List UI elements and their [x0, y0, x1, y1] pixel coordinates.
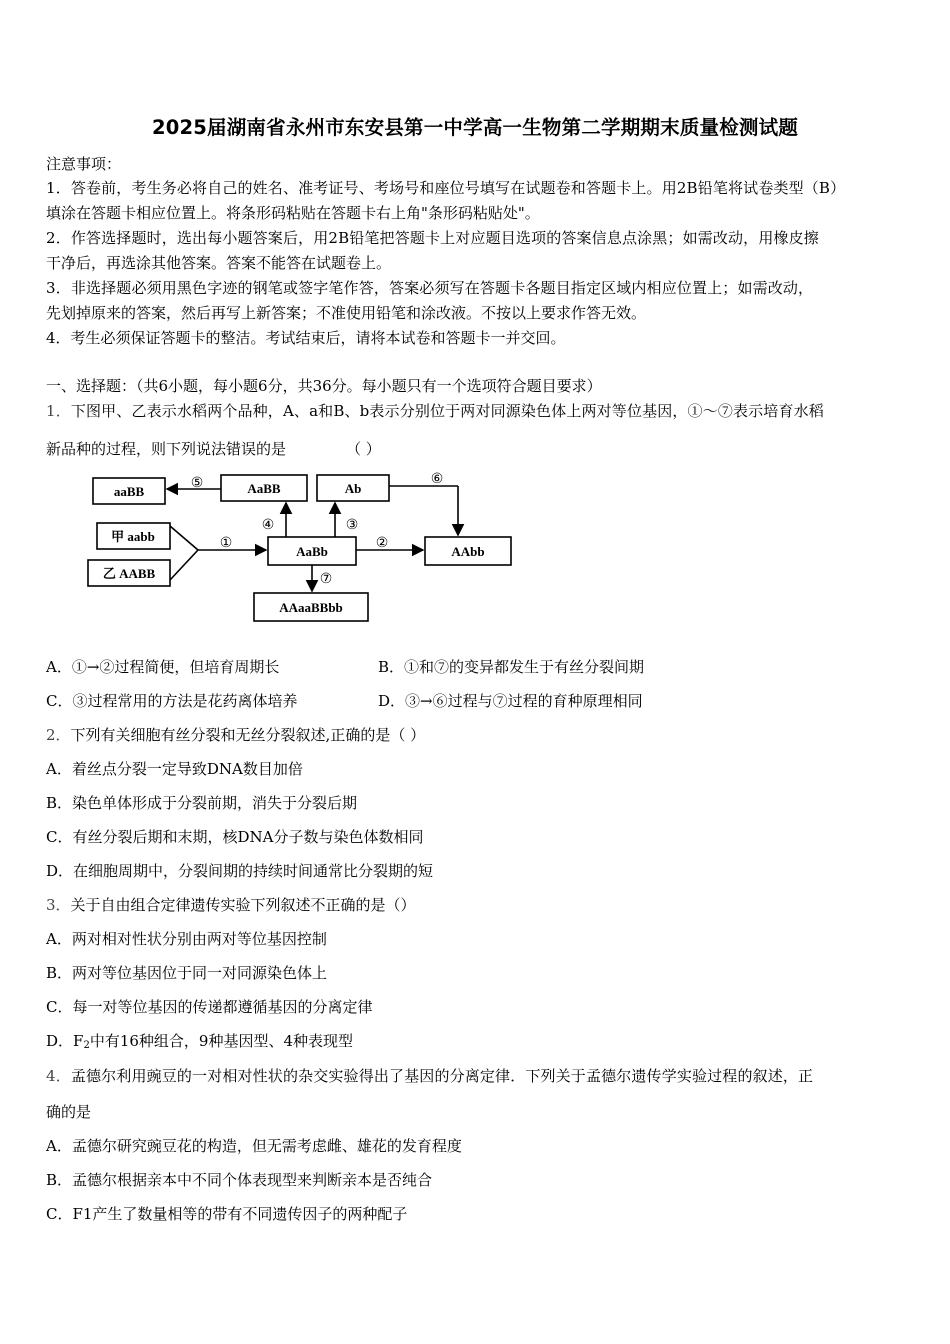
- q3-option-b: B．两对等位基因位于同一对同源染色体上: [46, 964, 328, 982]
- q2-option-a: A．着丝点分裂一定导致DNA数目加倍: [46, 760, 303, 778]
- q2-option-d: D．在细胞周期中，分裂间期的持续时间通常比分裂期的短: [46, 862, 434, 880]
- q4-option-b: B．孟德尔根据亲本中不同个体表现型来判断亲本是否纯合: [46, 1171, 433, 1189]
- question-4-stem: 4．孟德尔利用豌豆的一对相对性状的杂交实验得出了基因的分离定律．下列关于孟德尔遗传学实验过程的叙述，正: [46, 1067, 814, 1085]
- step-4: ④: [261, 518, 275, 533]
- question-2-stem: 2．下列有关细胞有丝分裂和无丝分裂叙述,正确的是（ ）: [46, 726, 426, 744]
- notice-item-2a: 2．作答选择题时，选出每小题答案后，用2B铅笔把答题卡上对应题目选项的答案信息点涂黑；如需改动，用橡皮擦: [46, 229, 819, 247]
- notice-item-1b: 填涂在答题卡相应位置上。将条形码粘贴在答题卡右上角"条形码粘贴处"。: [46, 204, 540, 222]
- q2-option-c: C．有丝分裂后期和末期，核DNA分子数与染色体数相同: [46, 828, 424, 846]
- q1-option-c: C．③过程常用的方法是花药离体培养: [46, 692, 298, 710]
- label-AAaaBBbb: AAaaBBbb: [279, 600, 343, 615]
- label-jia-aabb: 甲 aabb: [111, 529, 155, 544]
- label-yi-AABB: 乙 AABB: [102, 566, 156, 581]
- question-number: 3．: [46, 896, 71, 914]
- q2-option-b: B．染色单体形成于分裂前期，消失于分裂后期: [46, 794, 358, 812]
- step-1: ①: [219, 536, 233, 551]
- label-Ab: Ab: [344, 481, 362, 496]
- q4-option-a: A．孟德尔研究豌豆花的构造，但无需考虑雌、雄花的发育程度: [46, 1137, 462, 1155]
- question-3-stem: 3．关于自由组合定律遗传实验下列叙述不正确的是（）: [46, 896, 416, 914]
- notice-heading: 注意事项：: [46, 155, 122, 173]
- section-heading: 一、选择题：（共6小题，每小题6分，共36分。每小题只有一个选项符合题目要求）: [46, 377, 602, 395]
- q4-option-c: C．F1产生了数量相等的带有不同遗传因子的两种配子: [46, 1205, 408, 1223]
- notice-item-4: 4．考生必须保证答题卡的整洁。考试结束后，请将本试卷和答题卡一并交回。: [46, 329, 566, 347]
- q1-option-b: B．①和⑦的变异都发生于有丝分裂间期: [378, 658, 645, 676]
- notice-item-2b: 干净后，再选涂其他答案。答案不能答在试题卷上。: [46, 254, 392, 272]
- label-aaBB: aaBB: [113, 484, 145, 499]
- label-AAbb: AAbb: [451, 544, 485, 559]
- question-number: 4．: [46, 1067, 71, 1085]
- step-7: ⑦: [319, 572, 333, 587]
- page-title: 2025届湖南省永州市东安县第一中学高一生物第二学期期末质量检测试题: [151, 116, 799, 139]
- breeding-diagram: [0, 468, 950, 628]
- label-AaBb: AaBb: [296, 544, 328, 559]
- question-number: 1．: [46, 402, 71, 420]
- step-2: ②: [375, 536, 389, 551]
- answer-paren: （ ）: [346, 440, 381, 458]
- notice-item-3a: 3．非选择题必须用黑色字迹的钢笔或签字笔作答，答案必须写在答题卡各题目指定区域内相应位置上；如需改动，: [46, 279, 814, 297]
- q3-option-a: A．两对相对性状分别由两对等位基因控制: [46, 930, 327, 948]
- q1-option-a: A．①→②过程简便，但培育周期长: [46, 658, 280, 676]
- label-AaBB: AaBB: [247, 481, 281, 496]
- step-6: ⑥: [430, 472, 444, 487]
- question-1-stem: 1．下图甲、乙表示水稻两个品种，A、a和B、b表示分别位于两对同源染色体上两对等位基因，①～⑦表示培育水稻: [46, 402, 824, 420]
- question-4-stem-cont: 确的是: [46, 1103, 92, 1121]
- step-3: ③: [345, 518, 359, 533]
- q3-option-d: D．$F_2$中有16种组合，9种基因型、4种表现型: [46, 1032, 353, 1051]
- question-1-stem-cont: 新品种的过程，则下列说法错误的是 （ ）: [46, 440, 381, 458]
- step-5: ⑤: [190, 476, 204, 491]
- q3-option-c: C．每一对等位基因的传递都遵循基因的分离定律: [46, 998, 373, 1016]
- notice-item-3b: 先划掉原来的答案，然后再写上新答案；不准使用铅笔和涂改液。不按以上要求作答无效。: [46, 304, 647, 322]
- notice-item-1a: 1．答卷前，考生务必将自己的姓名、准考证号、考场号和座位号填写在试题卷和答题卡上。用2B铅笔将试卷类型（B）: [46, 179, 846, 197]
- question-number: 2．: [46, 726, 71, 744]
- q1-option-d: D．③→⑥过程与⑦过程的育种原理相同: [378, 692, 643, 710]
